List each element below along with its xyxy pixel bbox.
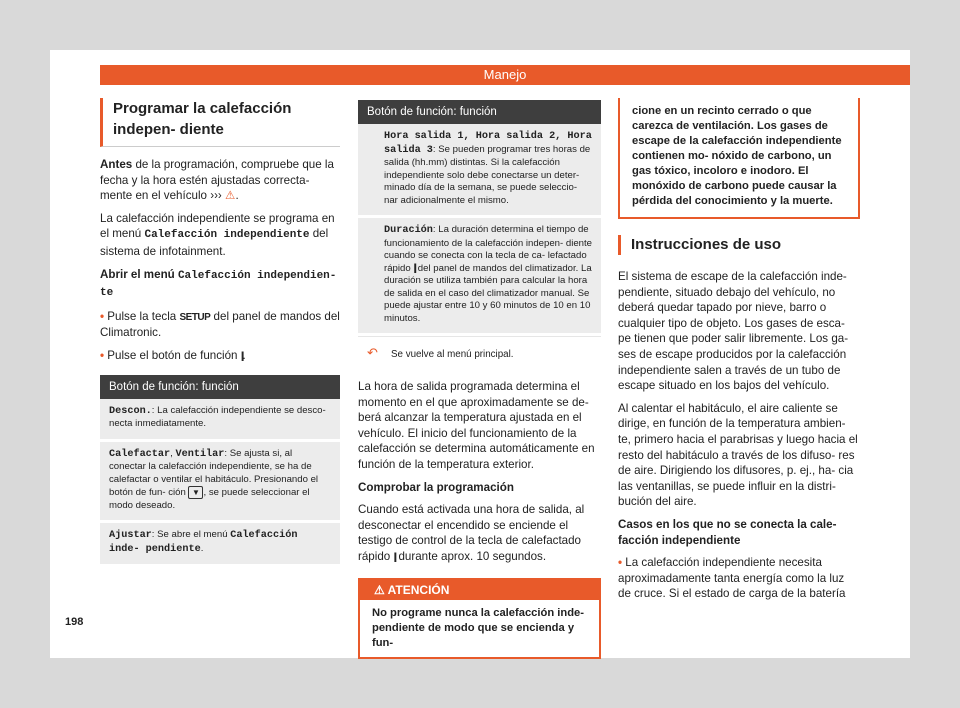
section-heading: Instrucciones de uso xyxy=(618,235,860,255)
list-item: • Pulse la tecla SETUP del panel de mandos del Climatronic. xyxy=(100,309,340,340)
paragraph: Al calentar el habitáculo, el aire caliente se dirige, en función de la temperatura ambien- te, primero hacia el parabrisas y luego hacia el resto del habitáculo a través de los difuso- res de aire. Dirigiendo los difusores, p. ej., ha- cia las ventanillas, se puede influir en la distri- bución del aire. xyxy=(618,401,858,509)
paragraph: El sistema de escape de la calefacción inde- pendiente, situado debajo del vehículo, no deberá quedar tapado por nieve, barro o cualquier tipo de objeto. Los gases de esca- pe tienen que poder salir libremente. Los ga- ses de escape producidos por la calefacción independiente salen a través de un tubo de escape situado en los bajos del vehículo. xyxy=(618,270,849,393)
list-item: • La calefacción independiente necesita aproximadamente tanta energía como la luz de cruce. Si el estado de carga de la batería xyxy=(618,556,846,601)
subheading: Abrir el menú Calefacción independien- te xyxy=(100,267,337,300)
table-row: Descon.: La calefacción independiente se desco- necta inmediatamente. xyxy=(100,399,340,442)
list-item: • Pulse el botón de función |||. xyxy=(100,348,340,365)
warning-title: ⚠ ATENCIÓN xyxy=(360,580,599,600)
subheading: Casos en los que no se conecta la cale- facción independiente xyxy=(618,517,837,547)
function-table xyxy=(100,375,340,568)
table-header: Botón de función: función xyxy=(358,100,601,124)
table-row: ↶ Se vuelve al menú principal. xyxy=(358,336,601,369)
table-row: Ajustar: Se abre el menú Calefacción inde- pendiente. xyxy=(100,523,340,567)
warning-continuation: cione en un recinto cerrado o que carezca de ventilación. Los gases de escape de la calefacción independiente contienen mo- nóxido de carbono, un gas tóxico, incoloro e inodoro. El monóxido de carbono puede causar la pérdida del conocimiento y la muerte. xyxy=(618,98,860,219)
paragraph: La calefacción independiente se programa en el menú Calefacción independiente del sistema de infotainment. xyxy=(100,211,335,258)
paragraph: Antes de la programación, compruebe que la fecha y la hora estén ajustadas correcta- mente en el vehículo ››› ⚠. xyxy=(100,158,334,203)
table-row: Duración: La duración determina el tiempo de funcionamiento de la calefacción indepen- diente cuando se conecta con la tecla de ca- lefactado rápido ||| del panel de mandos del climatizador. La duración se utiliza también para calcular la hora de salida en el caso del climatizador manual. Se puede ajustar entre 10 y 60 minutos de 10 en 10 minutos. xyxy=(358,218,601,336)
column-2 xyxy=(358,100,601,659)
page-number: 198 xyxy=(65,616,84,628)
section-header: Manejo xyxy=(100,65,910,85)
heater-icon: ||| xyxy=(413,262,416,274)
table-row: Calefactar, Ventilar: Se ajusta si, al conectar la calefacción independiente, se ha de calefactar o ventilar el habitáculo. Presionando el botón de fun- ción ▼ , se puede seleccionar el modo deseado. xyxy=(100,442,340,524)
table-row: Hora salida 1, Hora salida 2, Hora salida 3: Se pueden programar tres horas de salida (hh.mm) distintas. Si la calefacción independiente solo debe conectarse un deter- minado día de la semana, se puede seleccio- nar adicionalmente el mismo. xyxy=(358,124,601,218)
warning-box xyxy=(358,578,601,659)
function-table xyxy=(358,100,601,369)
manual-page xyxy=(50,50,910,658)
column-1 xyxy=(100,98,340,567)
warning-triangle-icon: ⚠ xyxy=(225,189,236,203)
column-3 xyxy=(618,100,860,609)
paragraph: La hora de salida programada determina el momento en el que aproximadamente se de- berá alcanzar la temperatura ajustada en el vehículo. El inicio del funcionamiento de la calefacción se determina automáticamente en función de la temperatura exterior. xyxy=(358,380,595,471)
setup-key-label: SETUP xyxy=(179,311,211,323)
section-heading: Programar la calefacción indepen- diente xyxy=(100,98,340,147)
paragraph: Cuando está activada una hora de salida, al desconectar el encendido se enciende el testigo de control de la tecla de calefactado rápido ||| durante aprox. 10 segundos. xyxy=(358,502,601,565)
heater-icon: ||| xyxy=(393,551,396,563)
dropdown-icon: ▼ xyxy=(188,486,203,499)
heater-icon: ||| xyxy=(240,350,243,362)
table-header: Botón de función: función xyxy=(100,375,340,399)
warning-text: No programe nunca la calefacción inde- pendiente de modo que se encienda y fun- xyxy=(372,606,584,649)
subheading: Comprobar la programación xyxy=(358,480,514,494)
warning-triangle-icon: ⚠ xyxy=(374,582,385,597)
back-arrow-icon: ↶ xyxy=(367,345,378,360)
